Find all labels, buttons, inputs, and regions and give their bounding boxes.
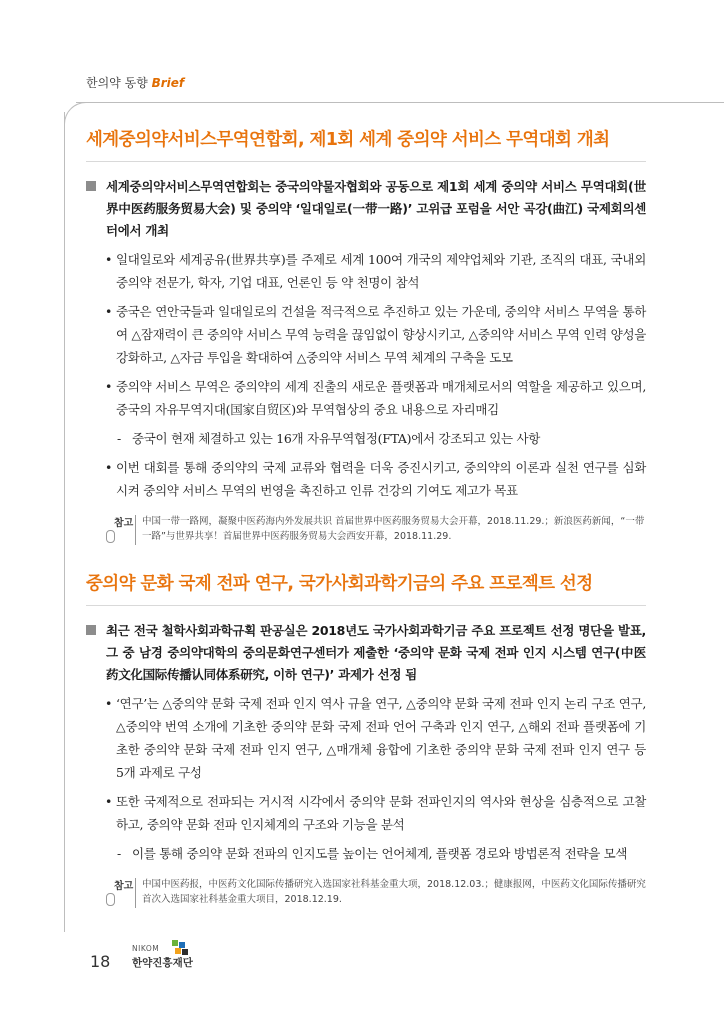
sub-item — [86, 842, 646, 865]
lead-paragraph — [86, 620, 646, 686]
bullet-text: 중의약 서비스 무역은 중의약의 세계 진출의 새로운 플랫폼과 매개체로서의 역할을 제공하고 있으며, 중국의 자유무역지대(国家自贸区)와 무역협상의 중요 내용으로 자리매김 — [116, 379, 646, 417]
sub-item-text: 중국이 현재 체결하고 있는 16개 자유무역협정(FTA)에서 강조되고 있는 사항 — [132, 431, 541, 446]
bullet-dot-icon: • — [105, 794, 113, 809]
header-prefix: 한의약 동향 — [86, 76, 148, 90]
dash-icon: - — [117, 846, 121, 861]
reference-text: 中国一带一路网，凝聚中医药海内外发展共识 首届世界中医药服务贸易大会开幕，2018.11.29.；新浪医药新闻，“一带一路”与世界共享！首届世界中医药服务贸易大会西安开幕，2018.11.29. — [142, 516, 645, 542]
dash-icon: - — [117, 431, 121, 446]
bullet-item — [86, 375, 646, 421]
bullet-text: 이번 대회를 통해 중의약의 국제 교류와 협력을 더욱 증진시키고, 중의약의 이론과 실천 연구를 심화시켜 중의약 서비스 무역의 번영을 촉진하고 인류 건강의 기여도 제고가 목표 — [116, 460, 646, 498]
sub-item-text: 이를 통해 중의약 문화 전파의 인지도를 높이는 언어체계, 플랫폼 경로와 방법론적 전략을 모색 — [132, 846, 628, 861]
bullet-dot-icon: • — [105, 252, 113, 267]
lead-text: 세계중의약서비스무역연합회는 중국의약물자협회와 공동으로 제1회 세계 중의약 서비스 무역대회(世界中医药服务贸易大会) 및 중의약 ‘일대일로(一带一路)’ 고위급 포럼을 서안 곡강(曲江) 국제회의센터에서 개최 — [106, 179, 646, 238]
section-title: 세계중의약서비스무역연합회, 제1회 세계 중의약 서비스 무역대회 개최 — [86, 130, 610, 150]
article-section-2 — [86, 570, 646, 911]
square-bullet-icon — [86, 625, 96, 635]
reference-text: 中国中医药报，中医药文化国际传播研究入选国家社科基金重大项，2018.12.03.；健康报网，中医药文化国际传播研究首次入选国家社科基金重大项目，2018.12.19. — [142, 879, 646, 905]
bullet-text: ‘연구’는 △중의약 문화 국제 전파 인지 역사 규율 연구, △중의약 문화 국제 전파 인지 논리 구조 연구, △중의약 번역 소개에 기초한 중의약 문화 국제 전파 언어 구축과 인지 연구, △해외 전파 플랫폼에 기초한 중의약 문화 국제 전파 인지 연구, △매개체 융합에 기초한 중의약 문화 국제 전파 인지 연구 등 5개 과제로 구성 — [116, 696, 646, 780]
bullet-dot-icon: • — [105, 304, 113, 319]
section-divider — [86, 161, 646, 162]
reference-label: 참고 — [114, 518, 134, 529]
bullet-dot-icon: • — [105, 379, 113, 394]
section-title: 중의약 문화 국제 전파 연구, 국가사회과학기금의 주요 프로젝트 선정 — [86, 574, 593, 594]
bullet-dot-icon: • — [105, 460, 113, 475]
reference-label: 참고 — [114, 881, 134, 892]
square-bullet-icon — [86, 181, 96, 191]
reference-note — [86, 514, 646, 548]
reference-divider — [135, 515, 136, 545]
page-frame-top — [76, 102, 724, 103]
header-brief: Brief — [151, 76, 185, 90]
page-frame-left — [64, 112, 65, 932]
article-section-1 — [86, 126, 646, 548]
bullet-dot-icon: • — [105, 696, 113, 711]
page-number: 18 — [90, 952, 111, 971]
lead-text: 최근 전국 철학사회과학규획 판공실은 2018년도 국가사회과학기금 주요 프로젝트 선정 명단을 발표,그 중 남경 중의약대학의 중의문화연구센터가 제출한 ‘중의약 문화 국제 전파 인지 시스템 연구(中医药文化国际传播认同体系研究, 이하 연구)’ 과제가 선정 됨 — [106, 623, 646, 682]
foundation-logo — [132, 944, 202, 974]
page-frame-corner — [64, 102, 89, 127]
bullet-text: 또한 국제적으로 전파되는 거시적 시각에서 중의약 문화 전파인지의 역사와 현상을 심층적으로 고찰하고, 중의약 문화 전파 인지체계의 구조와 기능을 분석 — [116, 794, 646, 832]
lead-paragraph — [86, 176, 646, 242]
logo-mark-icon — [170, 938, 192, 960]
logo-english: NIKOM — [132, 944, 160, 953]
bullet-text: 중국은 연안국들과 일대일로의 건설을 적극적으로 추진하고 있는 가운데, 중의약 서비스 무역을 통하여 △잠재력이 큰 중의약 서비스 무역 능력을 끊임없이 향상시키고, △중의약 서비스 무역 인력 양성을 강화하고, △자금 투입을 확대하여 △중의약 서비스 무역 체계의 구축을 도모 — [116, 304, 646, 365]
section-divider — [86, 605, 646, 606]
running-header — [86, 74, 184, 91]
reference-divider — [135, 878, 136, 908]
sub-item — [86, 427, 646, 450]
bullet-item — [86, 456, 646, 502]
bullet-item — [86, 248, 646, 294]
logo-korean: 한약진흥재단 — [132, 957, 193, 969]
bullet-item — [86, 790, 646, 836]
mouse-icon — [106, 530, 115, 543]
reference-note — [86, 877, 646, 911]
mouse-icon — [106, 893, 115, 906]
bullet-item — [86, 692, 646, 784]
bullet-text: 일대일로와 세계공유(世界共享)를 주제로 세계 100여 개국의 제약업체와 기관, 조직의 대표, 국내외 중의약 전문가, 학자, 기업 대표, 언론인 등 약 천명이 참석 — [116, 252, 646, 290]
bullet-item — [86, 300, 646, 369]
